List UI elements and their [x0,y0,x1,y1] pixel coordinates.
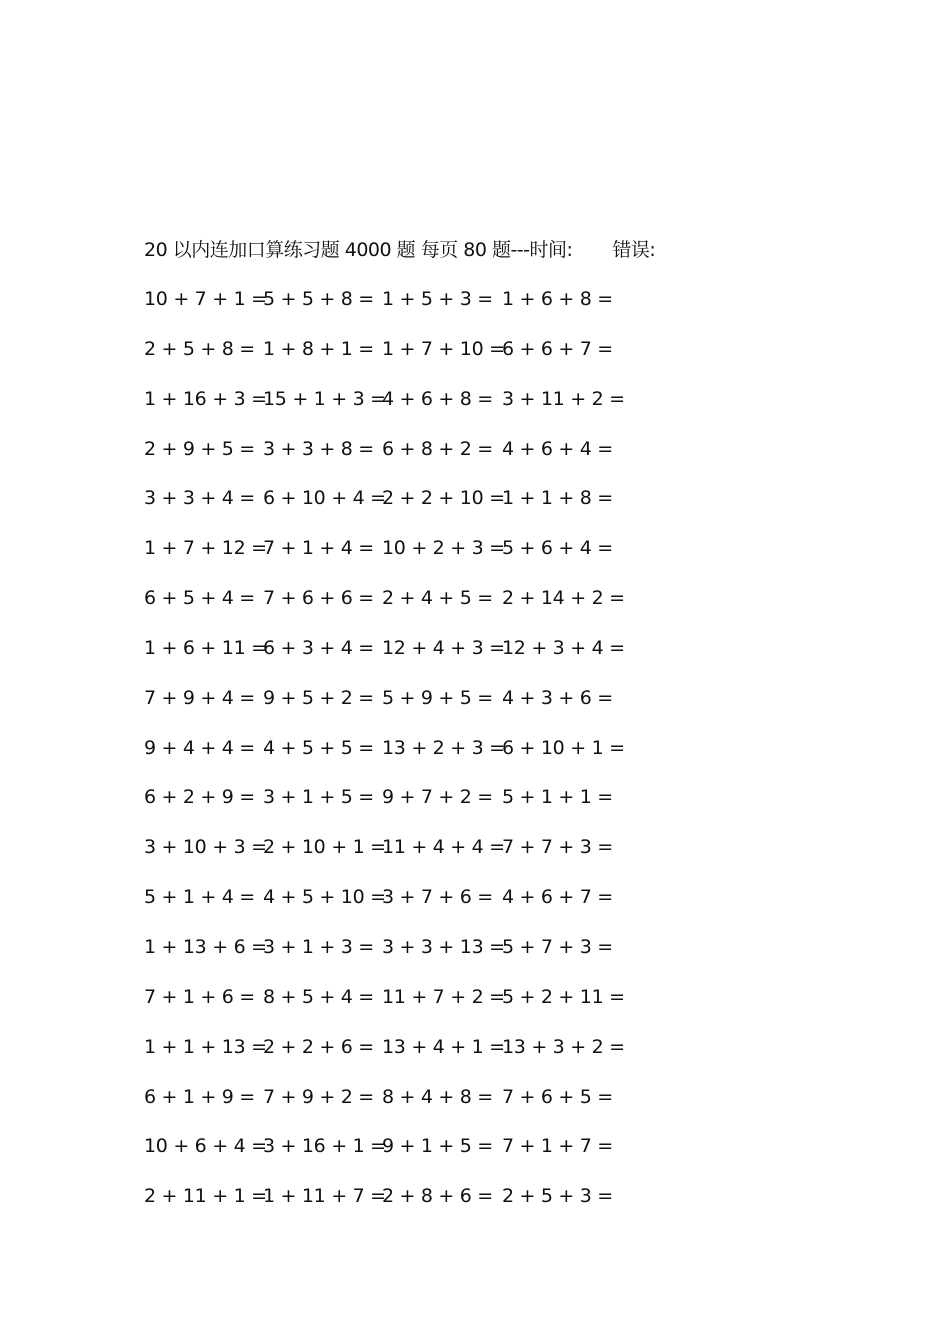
problem-cell: 5 + 1 + 1 = [502,786,613,809]
problem-cell: 5 + 2 + 11 = [502,985,625,1008]
problem-cell: 15 + 1 + 3 = [263,387,386,410]
problem-cell: 3 + 3 + 13 = [382,935,505,958]
problem-cell: 2 + 8 + 6 = [382,1185,493,1208]
problem-cell: 2 + 14 + 2 = [502,587,625,610]
problem-row [144,883,644,933]
problem-cell: 5 + 1 + 4 = [144,886,255,909]
problem-cell: 6 + 8 + 2 = [382,437,493,460]
problem-cell: 12 + 4 + 3 = [382,636,505,659]
problem-row [144,584,644,634]
problem-cell: 9 + 5 + 2 = [263,686,374,709]
problem-cell: 3 + 1 + 3 = [263,935,374,958]
problem-cell: 1 + 7 + 12 = [144,537,267,560]
problem-cell: 7 + 1 + 6 = [144,985,255,1008]
problem-row [144,484,644,534]
problem-cell: 12 + 3 + 4 = [502,636,625,659]
problem-cell: 2 + 5 + 8 = [144,337,255,360]
problem-row [144,983,644,1033]
problem-cell: 2 + 5 + 3 = [502,1185,613,1208]
problem-cell: 7 + 1 + 7 = [502,1135,613,1158]
problem-cell: 7 + 1 + 4 = [263,537,374,560]
problem-cell: 11 + 7 + 2 = [382,985,505,1008]
problem-row [144,285,644,335]
problem-cell: 6 + 6 + 7 = [502,337,613,360]
problem-cell: 4 + 6 + 4 = [502,437,613,460]
problem-cell: 3 + 10 + 3 = [144,836,267,859]
problem-cell: 6 + 2 + 9 = [144,786,255,809]
problem-cell: 13 + 3 + 2 = [502,1035,625,1058]
problem-cell: 9 + 1 + 5 = [382,1135,493,1158]
problem-cell: 7 + 9 + 4 = [144,686,255,709]
problem-cell: 1 + 7 + 10 = [382,337,505,360]
errors-label: 错误: [612,239,656,261]
problem-cell: 1 + 5 + 3 = [382,288,493,310]
problem-cell: 2 + 4 + 5 = [382,587,493,610]
problem-cell: 6 + 5 + 4 = [144,587,255,610]
worksheet-header [144,236,655,264]
problem-cell: 2 + 11 + 1 = [144,1185,267,1208]
problem-cell: 10 + 2 + 3 = [382,537,505,560]
problem-row [144,1182,644,1232]
problem-cell: 6 + 10 + 1 = [502,736,625,759]
problem-cell: 7 + 6 + 5 = [502,1085,613,1108]
worksheet-title: 20 以内连加口算练习题 4000 题 每页 80 题---时间: [144,239,573,261]
problem-row [144,1033,644,1083]
problem-cell: 10 + 6 + 4 = [144,1135,267,1158]
problem-cell: 10 + 7 + 1 = [144,288,267,310]
problem-cell: 5 + 9 + 5 = [382,686,493,709]
problem-row [144,684,644,734]
problem-cell: 4 + 5 + 5 = [263,736,374,759]
problem-row [144,1132,644,1182]
problem-cell: 7 + 9 + 2 = [263,1085,374,1108]
problem-cell: 1 + 16 + 3 = [144,387,267,410]
problem-cell: 3 + 7 + 6 = [382,886,493,909]
problem-cell: 11 + 4 + 4 = [382,836,505,859]
problem-cell: 8 + 4 + 8 = [382,1085,493,1108]
problem-cell: 13 + 4 + 1 = [382,1035,505,1058]
problem-cell: 2 + 9 + 5 = [144,437,255,460]
problem-cell: 1 + 8 + 1 = [263,337,374,360]
problem-cell: 7 + 6 + 6 = [263,587,374,610]
problem-row [144,783,644,833]
problem-cell: 1 + 1 + 13 = [144,1035,267,1058]
problem-cell: 4 + 5 + 10 = [263,886,386,909]
problem-cell: 6 + 1 + 9 = [144,1085,255,1108]
problem-cell: 5 + 7 + 3 = [502,935,613,958]
problem-row [144,385,644,435]
problem-row [144,634,644,684]
problem-cell: 9 + 7 + 2 = [382,786,493,809]
problem-cell: 4 + 3 + 6 = [502,686,613,709]
problem-row [144,833,644,883]
problem-cell: 8 + 5 + 4 = [263,985,374,1008]
problem-row [144,534,644,584]
problem-cell: 9 + 4 + 4 = [144,736,255,759]
problem-row [144,335,644,385]
problem-cell: 7 + 7 + 3 = [502,836,613,859]
problem-cell: 5 + 6 + 4 = [502,537,613,560]
problem-cell: 2 + 10 + 1 = [263,836,386,859]
problem-cell: 3 + 3 + 4 = [144,487,255,510]
problem-cell: 1 + 6 + 11 = [144,636,267,659]
problem-row [144,734,644,784]
problem-cell: 1 + 6 + 8 = [502,288,613,310]
problem-cell: 3 + 11 + 2 = [502,387,625,410]
problem-row [144,1083,644,1133]
problem-cell: 3 + 1 + 5 = [263,786,374,809]
problem-cell: 5 + 5 + 8 = [263,288,374,310]
problem-cell: 1 + 11 + 7 = [263,1185,386,1208]
problem-cell: 4 + 6 + 8 = [382,387,493,410]
problem-cell: 3 + 3 + 8 = [263,437,374,460]
problem-cell: 4 + 6 + 7 = [502,886,613,909]
problem-cell: 1 + 1 + 8 = [502,487,613,510]
problem-row [144,435,644,485]
problem-cell: 2 + 2 + 10 = [382,487,505,510]
problem-grid [144,285,644,1232]
problem-cell: 1 + 13 + 6 = [144,935,267,958]
problem-cell: 2 + 2 + 6 = [263,1035,374,1058]
problem-cell: 13 + 2 + 3 = [382,736,505,759]
problem-row [144,933,644,983]
problem-cell: 6 + 10 + 4 = [263,487,386,510]
problem-cell: 6 + 3 + 4 = [263,636,374,659]
problem-cell: 3 + 16 + 1 = [263,1135,386,1158]
